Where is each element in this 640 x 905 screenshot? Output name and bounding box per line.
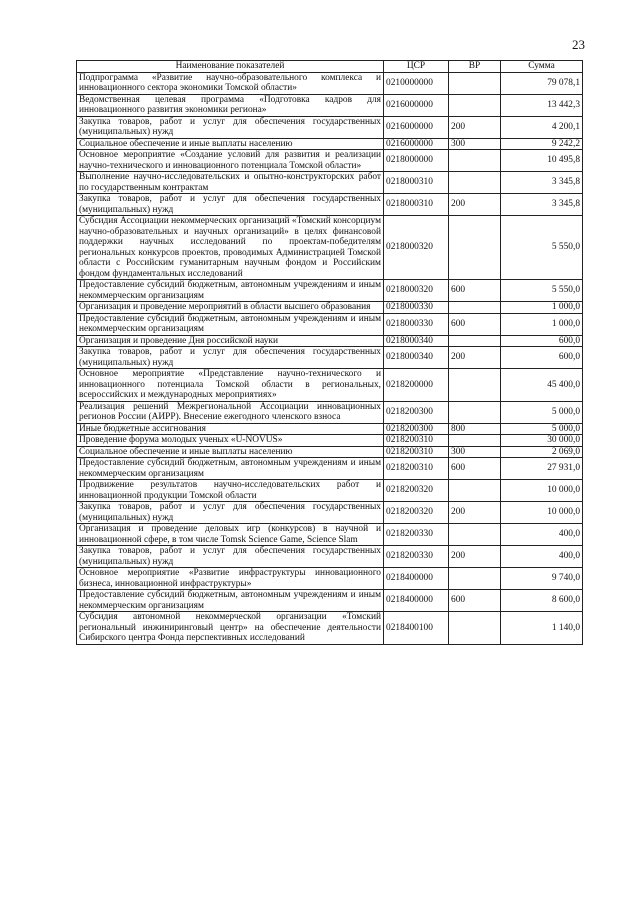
row-vr: [449, 216, 501, 280]
row-csr: 0218000330: [384, 302, 449, 314]
table-row: [77, 94, 583, 116]
row-sum: 9 740,0: [501, 568, 583, 590]
header-vr: ВР: [449, 61, 501, 73]
table-row: [77, 401, 583, 423]
table-row: [77, 335, 583, 347]
row-vr: [449, 612, 501, 645]
table-row: [77, 423, 583, 435]
row-csr: 0218000000: [384, 150, 449, 172]
row-name: Закупка товаров, работ и услуг для обеспечения государственных (муниципальных) нужд: [77, 546, 384, 568]
row-vr: 800: [449, 423, 501, 435]
header-sum: Сумма: [501, 61, 583, 73]
table-row: [77, 172, 583, 194]
row-vr: [449, 524, 501, 546]
row-vr: [449, 72, 501, 94]
table-row: [77, 347, 583, 369]
row-name: Субсидия автономной некоммерческой организации «Томский региональный инжиниринговый центр» на обеспечение деятельности Сибирского центра Фонда перспективных исследований: [77, 612, 384, 645]
row-sum: 10 495,8: [501, 150, 583, 172]
row-sum: 400,0: [501, 546, 583, 568]
row-vr: 200: [449, 194, 501, 216]
row-name: Продвижение результатов научно-исследовательских работ и инновационной продукции Томской области: [77, 480, 384, 502]
row-csr: 0218200000: [384, 369, 449, 402]
row-csr: 0218200300: [384, 423, 449, 435]
row-sum: 1 000,0: [501, 302, 583, 314]
row-sum: 10 000,0: [501, 480, 583, 502]
row-vr: 600: [449, 280, 501, 302]
table-row: [77, 612, 583, 645]
row-name: Ведомственная целевая программа «Подготовка кадров для инновационного развития экономики региона»: [77, 94, 384, 116]
table-row: [77, 194, 583, 216]
row-sum: 1 140,0: [501, 612, 583, 645]
table-row: [77, 138, 583, 150]
row-vr: 300: [449, 446, 501, 458]
row-vr: 200: [449, 546, 501, 568]
row-sum: 9 242,2: [501, 138, 583, 150]
table-row: [77, 302, 583, 314]
row-csr: 0218200330: [384, 524, 449, 546]
table-row: [77, 568, 583, 590]
row-vr: [449, 401, 501, 423]
row-vr: [449, 94, 501, 116]
row-csr: 0218200310: [384, 435, 449, 447]
row-sum: 600,0: [501, 335, 583, 347]
table-header-row: [77, 61, 583, 73]
row-name: Закупка товаров, работ и услуг для обеспечения государственных (муниципальных) нужд: [77, 502, 384, 524]
header-name: Наименование показателей: [77, 61, 384, 73]
table-row: [77, 150, 583, 172]
row-csr: 0216000000: [384, 116, 449, 138]
row-name: Основное мероприятие «Представление научно-технического и инновационного потенциала Томской области в региональных, всероссийских и международных мероприятиях»: [77, 369, 384, 402]
row-csr: 0218200320: [384, 502, 449, 524]
row-sum: 27 931,0: [501, 458, 583, 480]
row-vr: [449, 369, 501, 402]
row-vr: 600: [449, 458, 501, 480]
table-row: [77, 546, 583, 568]
row-vr: 200: [449, 116, 501, 138]
row-csr: 0218200300: [384, 401, 449, 423]
row-sum: 2 069,0: [501, 446, 583, 458]
row-csr: 0218000330: [384, 313, 449, 335]
row-csr: 0218000340: [384, 335, 449, 347]
page-number: 23: [572, 37, 585, 52]
row-name: Социальное обеспечение и иные выплаты населению: [77, 446, 384, 458]
table-row: [77, 446, 583, 458]
row-name: Подпрограмма «Развитие научно-образовательного комплекса и инновационного сектора экономики Томской области»: [77, 72, 384, 94]
row-name: Организация и проведение Дня российской науки: [77, 335, 384, 347]
row-vr: [449, 172, 501, 194]
row-csr: 0218400100: [384, 612, 449, 645]
row-sum: 30 000,0: [501, 435, 583, 447]
row-vr: 600: [449, 313, 501, 335]
row-sum: 3 345,8: [501, 194, 583, 216]
row-csr: 0218200330: [384, 546, 449, 568]
table-row: [77, 502, 583, 524]
row-csr: 0218000320: [384, 216, 449, 280]
row-csr: 0216000000: [384, 138, 449, 150]
row-csr: 0218200320: [384, 480, 449, 502]
row-csr: 0216000000: [384, 94, 449, 116]
table-row: [77, 458, 583, 480]
table-row: [77, 369, 583, 402]
row-csr: 0218000320: [384, 280, 449, 302]
row-name: Предоставление субсидий бюджетным, автономным учреждениям и иным некоммерческим организациям: [77, 313, 384, 335]
row-name: Социальное обеспечение и иные выплаты населению: [77, 138, 384, 150]
row-csr: 0218200310: [384, 446, 449, 458]
table-row: [77, 590, 583, 612]
row-name: Закупка товаров, работ и услуг для обеспечения государственных (муниципальных) нужд: [77, 194, 384, 216]
row-sum: 5 000,0: [501, 423, 583, 435]
row-name: Реализация решений Межрегиональной Ассоциации инновационных регионов России (АИРР). Внесение ежегодного членского взноса: [77, 401, 384, 423]
row-sum: 10 000,0: [501, 502, 583, 524]
row-vr: [449, 435, 501, 447]
row-name: Закупка товаров, работ и услуг для обеспечения государственных (муниципальных) нужд: [77, 116, 384, 138]
row-sum: 3 345,8: [501, 172, 583, 194]
row-sum: 8 600,0: [501, 590, 583, 612]
row-csr: 0210000000: [384, 72, 449, 94]
row-csr: 0218400000: [384, 568, 449, 590]
row-sum: 4 200,1: [501, 116, 583, 138]
row-sum: 13 442,3: [501, 94, 583, 116]
row-name: Предоставление субсидий бюджетным, автономным учреждениям и иным некоммерческим организациям: [77, 280, 384, 302]
table-row: [77, 435, 583, 447]
row-name: Субсидия Ассоциации некоммерческих организаций «Томский консорциум научно-образовательных и научных организаций» в целях финансовой поддержки научных исследований по проектам-победителям региональных конкурсов проектов, проводимых Администрацией Томской области с Российским гуманитарным научным фондом и Российским фондом фундаментальных исследований: [77, 216, 384, 280]
row-sum: 5 000,0: [501, 401, 583, 423]
header-csr: ЦСР: [384, 61, 449, 73]
row-name: Выполнение научно-исследовательских и опытно-конструкторских работ по государственным контрактам: [77, 172, 384, 194]
table-row: [77, 72, 583, 94]
table-row: [77, 216, 583, 280]
table-row: [77, 524, 583, 546]
row-name: Предоставление субсидий бюджетным, автономным учреждениям и иным некоммерческим организациям: [77, 590, 384, 612]
row-vr: [449, 150, 501, 172]
table-row: [77, 480, 583, 502]
row-csr: 0218000340: [384, 347, 449, 369]
row-name: Организация и проведение мероприятий в области высшего образования: [77, 302, 384, 314]
row-name: Иные бюджетные ассигнования: [77, 423, 384, 435]
row-sum: 1 000,0: [501, 313, 583, 335]
table-row: [77, 280, 583, 302]
row-vr: [449, 335, 501, 347]
row-name: Организация и проведение деловых игр (конкурсов) в научной и инновационной сфере, в том числе Tomsk Science Game, Science Slam: [77, 524, 384, 546]
row-sum: 600,0: [501, 347, 583, 369]
row-sum: 400,0: [501, 524, 583, 546]
row-sum: 5 550,0: [501, 216, 583, 280]
row-vr: 600: [449, 590, 501, 612]
row-sum: 45 400,0: [501, 369, 583, 402]
row-vr: [449, 480, 501, 502]
row-csr: 0218000310: [384, 172, 449, 194]
row-vr: [449, 302, 501, 314]
row-vr: 300: [449, 138, 501, 150]
budget-table: [76, 60, 583, 645]
row-vr: 200: [449, 347, 501, 369]
row-csr: 0218200310: [384, 458, 449, 480]
table-row: [77, 313, 583, 335]
row-name: Проведение форума молодых ученых «U-NOVUS»: [77, 435, 384, 447]
row-name: Закупка товаров, работ и услуг для обеспечения государственных (муниципальных) нужд: [77, 347, 384, 369]
row-sum: 5 550,0: [501, 280, 583, 302]
table-row: [77, 116, 583, 138]
row-name: Основное мероприятие «Создание условий для развития и реализации научно-технического и инновационного потенциала Томской области»: [77, 150, 384, 172]
row-name: Предоставление субсидий бюджетным, автономным учреждениям и иным некоммерческим организациям: [77, 458, 384, 480]
row-vr: 200: [449, 502, 501, 524]
row-name: Основное мероприятие «Развитие инфраструктуры инновационного бизнеса, инновационной инфраструктуры»: [77, 568, 384, 590]
row-sum: 79 078,1: [501, 72, 583, 94]
row-vr: [449, 568, 501, 590]
row-csr: 0218400000: [384, 590, 449, 612]
row-csr: 0218000310: [384, 194, 449, 216]
